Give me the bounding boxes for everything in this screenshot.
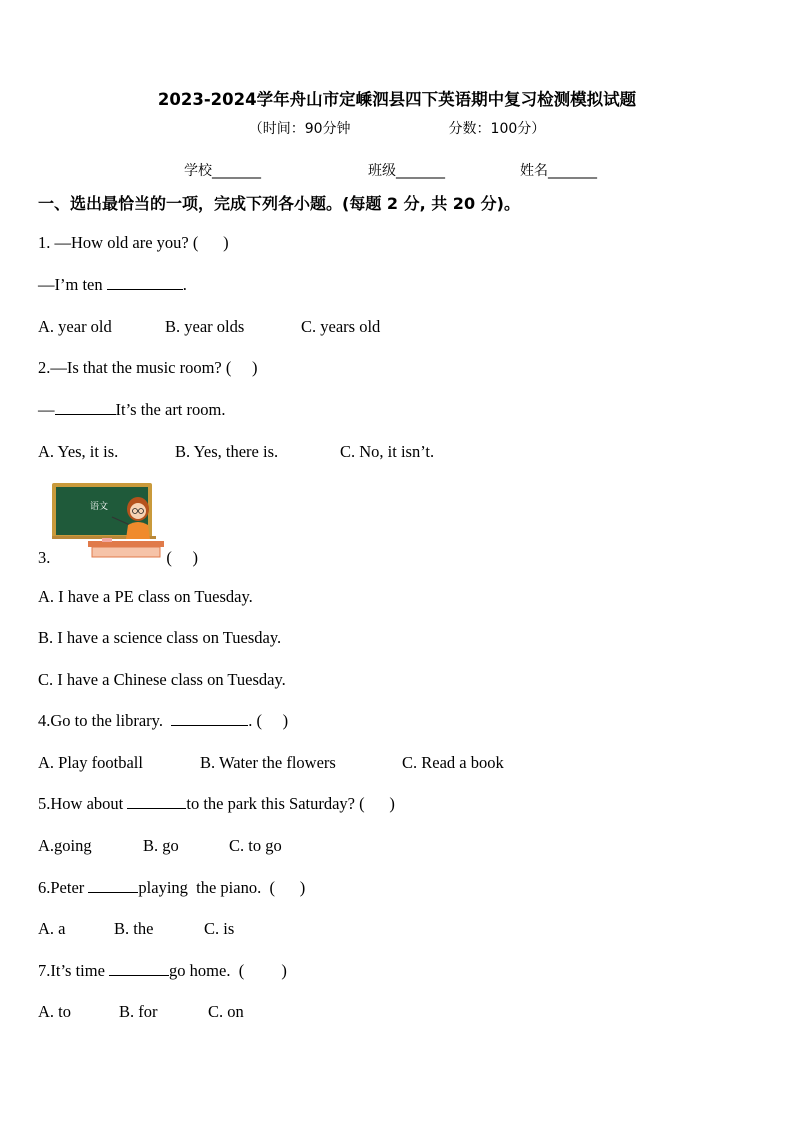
q5-option-c: C. to go (229, 836, 282, 855)
q3-option-c: C. I have a Chinese class on Tuesday. (38, 670, 286, 689)
section-heading: 一、选出最恰当的一项，完成下列各小题。(每题 2 分, 共 20 分)。 (38, 194, 520, 213)
q2-option-c: C. No, it isn’t. (340, 442, 435, 461)
score-info: 分数：100分） (448, 121, 546, 137)
exam-subtitle (0, 118, 794, 138)
q2-stem: 2.—Is that the music room? ( ) (38, 358, 258, 377)
q1-reply-end: . (182, 275, 187, 294)
q3-stem (38, 548, 198, 568)
q1-options (38, 317, 380, 337)
q4-option-c: C. Read a book (402, 753, 504, 772)
q4-option-a: A. Play football (38, 753, 143, 772)
q4-stem-text: 4.Go to the library. (38, 711, 172, 730)
q3-number: 3. (38, 548, 51, 567)
q7-options (38, 1002, 244, 1022)
q6-option-c: C. is (204, 919, 235, 938)
q1-reply-text: —I’m ten (38, 275, 107, 294)
q2-answer-blank (55, 400, 116, 415)
desk-top (88, 541, 164, 547)
q6-stem-text: 6.Peter (38, 878, 89, 897)
q5-stem (38, 794, 395, 814)
q5-answer-blank (127, 794, 186, 809)
q3-option-b: B. I have a science class on Tuesday. (38, 628, 282, 647)
q1-option-b: B. year olds (165, 317, 245, 336)
q7-answer-blank (109, 961, 169, 976)
time-info: （时间：90分钟 (248, 121, 351, 137)
q5-stem-text: 5.How about (38, 794, 128, 813)
q7-stem-text: 7.It’s time (38, 961, 110, 980)
q6-option-a: A. a (38, 919, 66, 938)
class-field: 班级_______ (368, 163, 445, 179)
q7-option-b: B. for (119, 1002, 158, 1021)
q2-reply (38, 400, 225, 420)
q4-stem-end: . ( ) (248, 711, 289, 730)
q5-option-a: A.going (38, 836, 92, 855)
q2-reply-text: It’s the art room. (115, 400, 226, 419)
q7-option-a: A. to (38, 1002, 71, 1021)
book-icon (102, 538, 112, 542)
q1-answer-blank (107, 275, 183, 290)
q5-stem-end: to the park this Saturday? ( ) (186, 794, 395, 813)
q6-option-b: B. the (114, 919, 154, 938)
name-field: 姓名_______ (520, 163, 597, 179)
q3-paren: ( ) (166, 548, 198, 567)
q2-reply-dash: — (38, 400, 55, 419)
q7-stem-end: go home. ( ) (169, 961, 287, 980)
q1-stem: 1. —How old are you? ( ) (38, 233, 229, 252)
school-field: 学校_______ (184, 163, 261, 179)
board-text: 语文 (90, 502, 109, 512)
q6-stem (38, 878, 305, 898)
teacher-body (126, 522, 150, 539)
exam-title: 2023-2024学年舟山市定嵊泗县四下英语期中复习检测模拟试题 (157, 90, 637, 109)
q7-stem (38, 961, 287, 981)
q2-option-b: B. Yes, there is. (175, 442, 279, 461)
q4-options (38, 753, 504, 773)
q4-option-b: B. Water the flowers (200, 753, 336, 772)
q4-stem (38, 711, 288, 731)
q6-answer-blank (88, 878, 138, 893)
q1-option-c: C. years old (301, 317, 381, 336)
q2-option-a: A. Yes, it is. (38, 442, 119, 461)
q3-option-a: A. I have a PE class on Tuesday. (38, 587, 253, 606)
q7-option-c: C. on (208, 1002, 244, 1021)
q1-reply (38, 275, 187, 295)
q5-option-b: B. go (143, 836, 179, 855)
q6-options (38, 919, 234, 939)
q2-options (38, 442, 434, 462)
q4-answer-blank (171, 711, 248, 726)
q1-option-a: A. year old (38, 317, 112, 336)
q6-stem-end: playing the piano. ( ) (138, 878, 306, 897)
q5-options (38, 836, 282, 856)
